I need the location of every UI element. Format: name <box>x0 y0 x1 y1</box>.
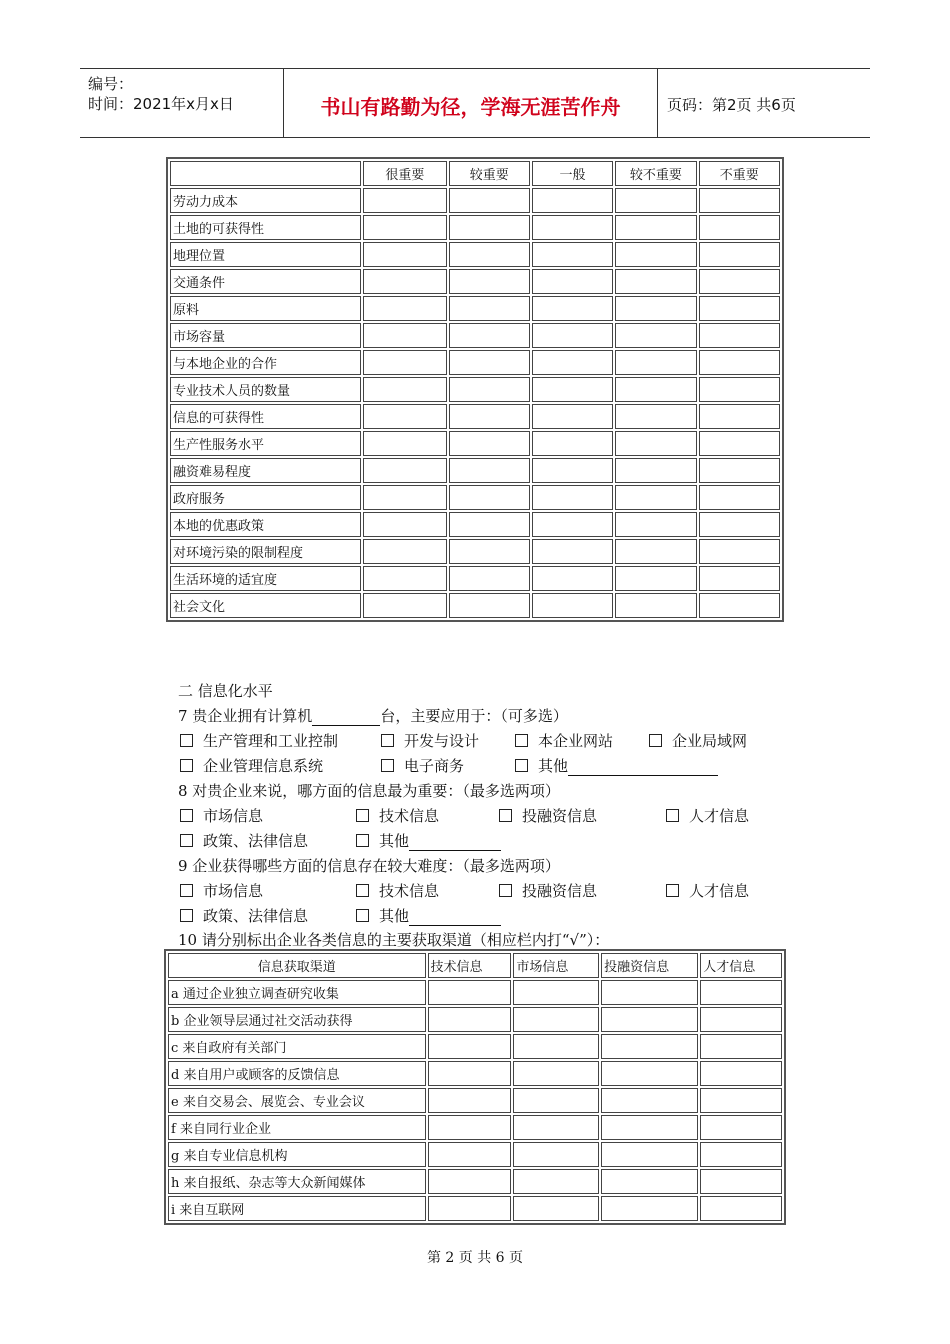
channel-label: e 来自交易会、展览会、专业会议 <box>168 1088 426 1113</box>
column-header: 不重要 <box>699 161 780 186</box>
rating-cell[interactable] <box>532 431 613 456</box>
rating-cell[interactable] <box>363 566 446 591</box>
check-cell[interactable] <box>700 1061 782 1086</box>
rating-cell[interactable] <box>615 485 696 510</box>
option-label: 其他 <box>379 907 410 925</box>
option-label: 生产管理和工业控制 <box>203 732 339 750</box>
check-cell[interactable] <box>513 1169 599 1194</box>
rating-cell[interactable] <box>699 296 780 321</box>
page-label: 页码：第2页 共6页 <box>667 96 796 114</box>
channel-label: d 来自用户或顾客的反馈信息 <box>168 1061 426 1086</box>
table-row <box>170 377 780 402</box>
check-cell[interactable] <box>601 1196 698 1221</box>
column-header: 较重要 <box>449 161 530 186</box>
rating-cell[interactable] <box>449 377 530 402</box>
page-header <box>80 68 870 138</box>
rating-cell[interactable] <box>449 269 530 294</box>
rating-cell[interactable] <box>449 566 530 591</box>
row-label: 与本地企业的合作 <box>170 350 361 375</box>
option-label: 其他 <box>379 832 410 850</box>
row-label: 信息的可获得性 <box>170 404 361 429</box>
column-header: 较不重要 <box>615 161 696 186</box>
rating-cell[interactable] <box>363 215 446 240</box>
row-label: 本地的优惠政策 <box>170 512 361 537</box>
checkbox-option[interactable] <box>356 830 501 851</box>
table-row <box>170 431 780 456</box>
option-label: 人才信息 <box>689 807 750 825</box>
rating-cell[interactable] <box>449 593 530 618</box>
check-cell[interactable] <box>700 1115 782 1140</box>
rating-cell[interactable] <box>363 485 446 510</box>
check-cell[interactable] <box>700 1034 782 1059</box>
option-label: 政策、法律信息 <box>203 907 309 925</box>
rating-cell[interactable] <box>363 431 446 456</box>
rating-cell[interactable] <box>532 350 613 375</box>
option-label: 其他 <box>538 757 569 775</box>
option-label: 企业管理信息系统 <box>203 757 324 775</box>
rating-cell[interactable] <box>363 458 446 483</box>
row-label: 土地的可获得性 <box>170 215 361 240</box>
checkbox-icon[interactable] <box>180 834 193 847</box>
header-left <box>80 69 283 137</box>
table-row <box>170 404 780 429</box>
check-cell[interactable] <box>428 980 512 1005</box>
rating-cell[interactable] <box>615 593 696 618</box>
table-row <box>168 1007 782 1032</box>
question-10: 10 请分别标出企业各类信息的主要获取渠道（相应栏内打“√”）： <box>178 931 610 949</box>
page-footer: 第 2 页 共 6 页 <box>426 1250 524 1266</box>
rating-cell[interactable] <box>532 539 613 564</box>
column-header: 很重要 <box>363 161 446 186</box>
checkbox-option[interactable] <box>515 730 613 751</box>
rating-cell[interactable] <box>699 269 780 294</box>
checkbox-option[interactable] <box>499 805 597 826</box>
rating-cell[interactable] <box>615 323 696 348</box>
check-cell[interactable] <box>513 1196 599 1221</box>
rating-cell[interactable] <box>615 458 696 483</box>
checkbox-option[interactable] <box>356 805 439 826</box>
check-cell[interactable] <box>513 1061 599 1086</box>
header-blank-cell <box>170 161 361 186</box>
checkbox-icon[interactable] <box>666 884 679 897</box>
check-cell[interactable] <box>700 1196 782 1221</box>
rating-cell[interactable] <box>615 539 696 564</box>
rating-cell[interactable] <box>363 242 446 267</box>
rating-cell[interactable] <box>449 512 530 537</box>
check-cell[interactable] <box>428 1034 512 1059</box>
table-row <box>168 1196 782 1221</box>
rating-cell[interactable] <box>532 188 613 213</box>
column-header: 市场信息 <box>513 953 599 978</box>
checkbox-icon[interactable] <box>180 909 193 922</box>
column-header: 一般 <box>532 161 613 186</box>
checkbox-icon[interactable] <box>381 734 394 747</box>
check-cell[interactable] <box>513 1088 599 1113</box>
other-blank[interactable] <box>568 757 718 776</box>
option-label: 开发与设计 <box>404 732 480 750</box>
rating-cell[interactable] <box>449 188 530 213</box>
checkbox-icon[interactable] <box>356 884 369 897</box>
rating-cell[interactable] <box>449 539 530 564</box>
header-right <box>657 69 870 137</box>
checkbox-icon[interactable] <box>666 809 679 822</box>
rating-cell[interactable] <box>449 458 530 483</box>
table-row <box>168 1034 782 1059</box>
table-row <box>170 323 780 348</box>
table-row <box>170 539 780 564</box>
rating-cell[interactable] <box>532 323 613 348</box>
row-label: 劳动力成本 <box>170 188 361 213</box>
rating-cell[interactable] <box>363 593 446 618</box>
rating-cell[interactable] <box>615 215 696 240</box>
checkbox-icon[interactable] <box>180 809 193 822</box>
checkbox-option[interactable] <box>515 755 718 776</box>
checkbox-option[interactable] <box>381 730 479 751</box>
check-cell[interactable] <box>700 1142 782 1167</box>
q7-count-blank[interactable] <box>312 707 380 726</box>
rating-cell[interactable] <box>699 539 780 564</box>
check-cell[interactable] <box>601 1142 698 1167</box>
check-cell[interactable] <box>513 1115 599 1140</box>
check-cell[interactable] <box>513 1007 599 1032</box>
rating-cell[interactable] <box>615 377 696 402</box>
checkbox-icon[interactable] <box>356 909 369 922</box>
row-label: 地理位置 <box>170 242 361 267</box>
checkbox-icon[interactable] <box>649 734 662 747</box>
rating-cell[interactable] <box>449 296 530 321</box>
row-label: 原料 <box>170 296 361 321</box>
channel-label: a 通过企业独立调查研究收集 <box>168 980 426 1005</box>
table-row <box>168 1169 782 1194</box>
check-cell[interactable] <box>428 1142 512 1167</box>
rating-cell[interactable] <box>615 512 696 537</box>
rating-cell[interactable] <box>699 404 780 429</box>
checkbox-option[interactable] <box>381 755 464 776</box>
check-cell[interactable] <box>601 1061 698 1086</box>
option-label: 人才信息 <box>689 882 750 900</box>
table-row <box>170 566 780 591</box>
rating-cell[interactable] <box>615 404 696 429</box>
table-row <box>168 1061 782 1086</box>
question-7 <box>178 705 568 726</box>
table-row <box>170 242 780 267</box>
rating-cell[interactable] <box>532 404 613 429</box>
rating-cell[interactable] <box>699 323 780 348</box>
column-header: 投融资信息 <box>601 953 698 978</box>
check-cell[interactable] <box>601 1088 698 1113</box>
checkbox-option[interactable] <box>180 730 338 751</box>
checkbox-option[interactable] <box>180 755 323 776</box>
rating-cell[interactable] <box>615 431 696 456</box>
rating-cell[interactable] <box>532 512 613 537</box>
motto: 书山有路勤为径，学海无涯苦作舟 <box>320 95 621 119</box>
rating-cell[interactable] <box>449 485 530 510</box>
check-cell[interactable] <box>700 1169 782 1194</box>
rating-cell[interactable] <box>699 485 780 510</box>
table-header-row <box>170 161 780 186</box>
checkbox-option[interactable] <box>666 880 749 901</box>
checkbox-option[interactable] <box>356 905 501 926</box>
rating-cell[interactable] <box>532 458 613 483</box>
channel-label: g 来自专业信息机构 <box>168 1142 426 1167</box>
checkbox-option[interactable] <box>180 830 308 851</box>
option-label: 投融资信息 <box>522 807 598 825</box>
option-label: 市场信息 <box>203 807 264 825</box>
rating-cell[interactable] <box>532 242 613 267</box>
table-row <box>170 350 780 375</box>
checkbox-icon[interactable] <box>381 759 394 772</box>
rating-cell[interactable] <box>363 539 446 564</box>
check-cell[interactable] <box>513 1142 599 1167</box>
row-label: 融资难易程度 <box>170 458 361 483</box>
checkbox-option[interactable] <box>180 880 263 901</box>
rating-cell[interactable] <box>449 350 530 375</box>
rating-cell[interactable] <box>699 593 780 618</box>
rating-cell[interactable] <box>532 215 613 240</box>
checkbox-option[interactable] <box>356 880 439 901</box>
other-blank[interactable] <box>409 907 501 926</box>
check-cell[interactable] <box>700 980 782 1005</box>
checkbox-icon[interactable] <box>180 884 193 897</box>
rating-cell[interactable] <box>615 269 696 294</box>
checkbox-icon[interactable] <box>515 759 528 772</box>
table-row <box>170 188 780 213</box>
table-row <box>170 215 780 240</box>
rating-cell[interactable] <box>363 323 446 348</box>
check-cell[interactable] <box>428 1088 512 1113</box>
checkbox-icon[interactable] <box>515 734 528 747</box>
checkbox-option[interactable] <box>499 880 597 901</box>
check-cell[interactable] <box>513 980 599 1005</box>
checkbox-icon[interactable] <box>356 809 369 822</box>
table-row <box>170 458 780 483</box>
rating-cell[interactable] <box>532 377 613 402</box>
checkbox-option[interactable] <box>180 905 308 926</box>
rating-cell[interactable] <box>363 269 446 294</box>
table-row <box>170 593 780 618</box>
check-cell[interactable] <box>428 1007 512 1032</box>
check-cell[interactable] <box>601 1007 698 1032</box>
info-channel-table <box>164 949 786 1225</box>
rating-cell[interactable] <box>699 377 780 402</box>
option-label: 电子商务 <box>404 757 465 775</box>
checkbox-icon[interactable] <box>180 734 193 747</box>
rating-cell[interactable] <box>363 377 446 402</box>
rating-cell[interactable] <box>615 296 696 321</box>
column-header: 人才信息 <box>700 953 782 978</box>
rating-cell[interactable] <box>532 485 613 510</box>
table-row <box>170 512 780 537</box>
option-label: 投融资信息 <box>522 882 598 900</box>
rating-cell[interactable] <box>615 188 696 213</box>
checkbox-icon[interactable] <box>499 884 512 897</box>
checkbox-option[interactable] <box>180 805 263 826</box>
rating-cell[interactable] <box>699 350 780 375</box>
channel-label: c 来自政府有关部门 <box>168 1034 426 1059</box>
rating-cell[interactable] <box>449 215 530 240</box>
column-header: 技术信息 <box>428 953 512 978</box>
question-8: 8 对贵企业来说，哪方面的信息最为重要：（最多选两项） <box>178 782 560 800</box>
rating-cell[interactable] <box>699 215 780 240</box>
checkbox-option[interactable] <box>666 805 749 826</box>
section-title: 二 信息化水平 <box>178 682 273 700</box>
option-label: 本企业网站 <box>538 732 614 750</box>
location-factors-table <box>166 157 784 622</box>
checkbox-option[interactable] <box>649 730 747 751</box>
check-cell[interactable] <box>428 1115 512 1140</box>
option-label: 技术信息 <box>379 807 440 825</box>
row-label: 专业技术人员的数量 <box>170 377 361 402</box>
check-cell[interactable] <box>428 1061 512 1086</box>
rating-cell[interactable] <box>699 512 780 537</box>
rating-cell[interactable] <box>699 458 780 483</box>
check-cell[interactable] <box>513 1034 599 1059</box>
check-cell[interactable] <box>601 980 698 1005</box>
rating-cell[interactable] <box>615 242 696 267</box>
rating-cell[interactable] <box>363 188 446 213</box>
option-label: 政策、法律信息 <box>203 832 309 850</box>
rating-cell[interactable] <box>699 242 780 267</box>
rating-cell[interactable] <box>449 323 530 348</box>
rating-cell[interactable] <box>532 566 613 591</box>
row-label: 政府服务 <box>170 485 361 510</box>
time-label: 时间：2021年x月x日 <box>88 95 234 113</box>
check-cell[interactable] <box>601 1034 698 1059</box>
check-cell[interactable] <box>428 1196 512 1221</box>
table-row <box>168 1088 782 1113</box>
check-cell[interactable] <box>700 1088 782 1113</box>
channel-label: h 来自报纸、杂志等大众新闻媒体 <box>168 1169 426 1194</box>
rating-cell[interactable] <box>449 431 530 456</box>
rating-cell[interactable] <box>532 269 613 294</box>
q7-suffix: 台，主要应用于：（可多选） <box>380 707 568 725</box>
table-row <box>170 269 780 294</box>
table-header-row <box>168 953 782 978</box>
number-label: 编号： <box>88 75 134 93</box>
rating-cell[interactable] <box>615 350 696 375</box>
option-label: 市场信息 <box>203 882 264 900</box>
rating-cell[interactable] <box>699 566 780 591</box>
rating-cell[interactable] <box>363 296 446 321</box>
rating-cell[interactable] <box>449 404 530 429</box>
check-cell[interactable] <box>700 1007 782 1032</box>
checkbox-icon[interactable] <box>356 834 369 847</box>
row-label: 社会文化 <box>170 593 361 618</box>
option-label: 企业局域网 <box>672 732 748 750</box>
other-blank[interactable] <box>409 832 501 851</box>
column-header: 信息获取渠道 <box>168 953 426 978</box>
table-row <box>170 485 780 510</box>
rating-cell[interactable] <box>532 296 613 321</box>
rating-cell[interactable] <box>699 188 780 213</box>
check-cell[interactable] <box>601 1169 698 1194</box>
channel-label: b 企业领导层通过社交活动获得 <box>168 1007 426 1032</box>
row-label: 交通条件 <box>170 269 361 294</box>
row-label: 生产性服务水平 <box>170 431 361 456</box>
q7-prefix: 7 贵企业拥有计算机 <box>178 707 313 725</box>
rating-cell[interactable] <box>615 566 696 591</box>
rating-cell[interactable] <box>449 242 530 267</box>
channel-label: f 来自同行业企业 <box>168 1115 426 1140</box>
table-row <box>168 980 782 1005</box>
row-label: 生活环境的适宜度 <box>170 566 361 591</box>
check-cell[interactable] <box>428 1169 512 1194</box>
rating-cell[interactable] <box>363 512 446 537</box>
rating-cell[interactable] <box>363 350 446 375</box>
question-9: 9 企业获得哪些方面的信息存在较大难度：（最多选两项） <box>178 857 560 875</box>
rating-cell[interactable] <box>699 431 780 456</box>
channel-label: i 来自互联网 <box>168 1196 426 1221</box>
checkbox-icon[interactable] <box>180 759 193 772</box>
rating-cell[interactable] <box>532 593 613 618</box>
checkbox-icon[interactable] <box>499 809 512 822</box>
table-row <box>170 296 780 321</box>
rating-cell[interactable] <box>363 404 446 429</box>
header-center <box>283 69 658 137</box>
row-label: 对环境污染的限制程度 <box>170 539 361 564</box>
option-label: 技术信息 <box>379 882 440 900</box>
table-row <box>168 1115 782 1140</box>
check-cell[interactable] <box>601 1115 698 1140</box>
table-row <box>168 1142 782 1167</box>
row-label: 市场容量 <box>170 323 361 348</box>
